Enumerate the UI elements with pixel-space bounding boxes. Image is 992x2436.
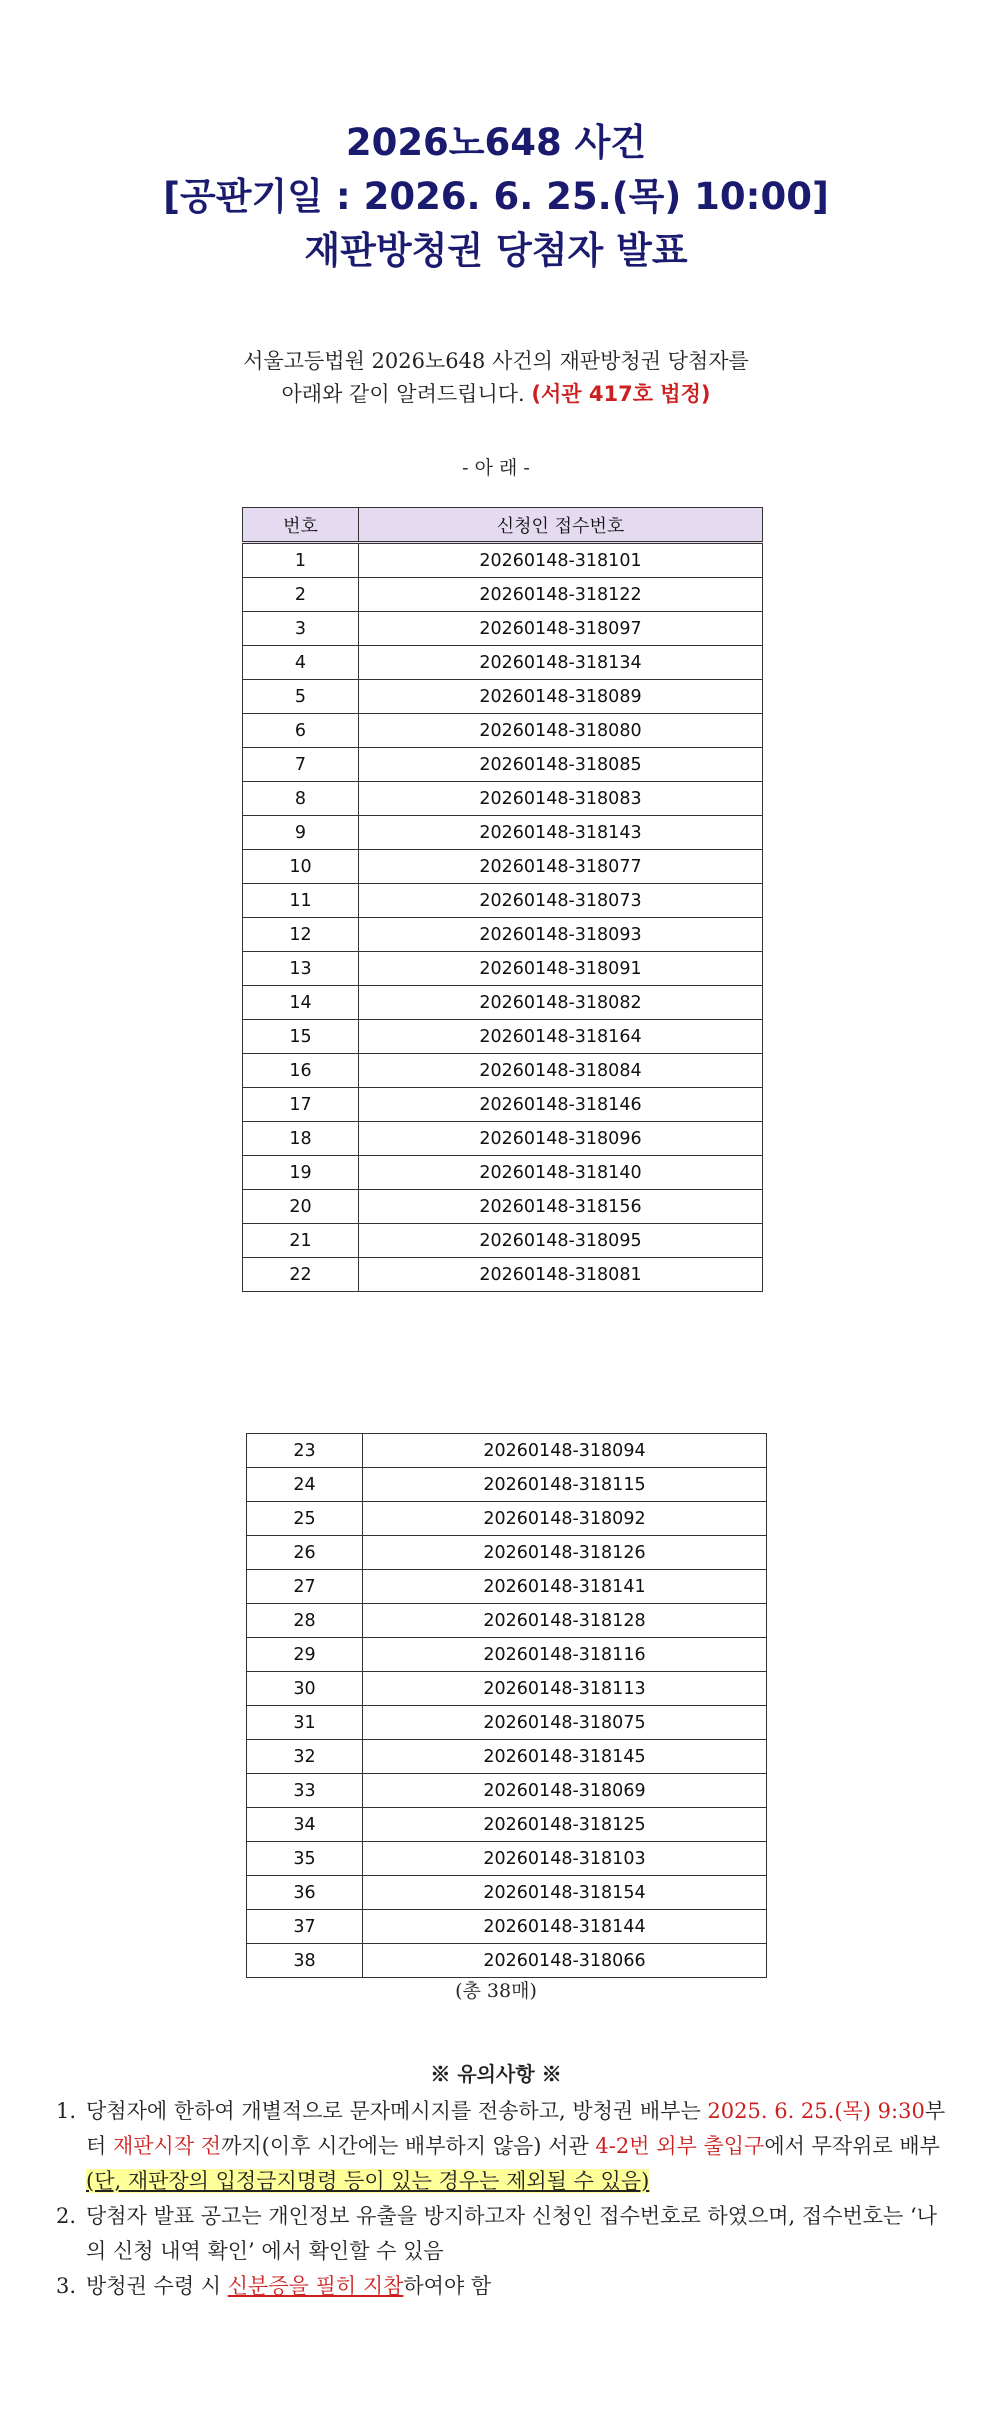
row-number: 17 [243, 1088, 359, 1122]
table-row [247, 1672, 767, 1706]
row-number: 6 [243, 714, 359, 748]
intro-line-1: 서울고등법원 2026노648 사건의 재판방청권 당첨자를 [243, 349, 749, 373]
table-row [247, 1604, 767, 1638]
table-row [243, 782, 763, 816]
table-row [247, 1842, 767, 1876]
table-row [243, 952, 763, 986]
row-number: 24 [247, 1468, 363, 1502]
row-number: 12 [243, 918, 359, 952]
receipt-number: 20260148-318082 [359, 986, 763, 1020]
receipt-number: 20260148-318080 [359, 714, 763, 748]
row-number: 36 [247, 1876, 363, 1910]
row-number: 29 [247, 1638, 363, 1672]
receipt-number: 20260148-318077 [359, 850, 763, 884]
intro-text [0, 345, 992, 411]
receipt-number: 20260148-318091 [359, 952, 763, 986]
note-1-text-c: 까지(이후 시간에는 배부하지 않음) 서관 [221, 2134, 596, 2158]
table-row [247, 1876, 767, 1910]
table-row [243, 1190, 763, 1224]
table-row [243, 1020, 763, 1054]
table-row [247, 1910, 767, 1944]
receipt-number: 20260148-318116 [363, 1638, 767, 1672]
receipt-number: 20260148-318069 [363, 1774, 767, 1808]
table-row [247, 1638, 767, 1672]
table-row [243, 1224, 763, 1258]
intro-line-2 [0, 378, 992, 411]
note-1-text-b: 부터 [86, 2099, 946, 2158]
table-row [243, 1122, 763, 1156]
notes-title: ※ 유의사항 ※ [430, 2062, 562, 2086]
receipt-number: 20260148-318122 [359, 578, 763, 612]
winners-table-1 [242, 507, 763, 1292]
row-number: 37 [247, 1910, 363, 1944]
note-1-exception: (단, 재판장의 입정금지명령 등이 있는 경우는 제외될 수 있음) [86, 2169, 650, 2193]
row-number: 27 [247, 1570, 363, 1604]
header-receipt-number: 신청인 접수번호 [359, 508, 763, 543]
receipt-number: 20260148-318097 [359, 612, 763, 646]
receipt-number: 20260148-318084 [359, 1054, 763, 1088]
table-row [243, 646, 763, 680]
table-row [243, 578, 763, 612]
table-row [243, 543, 763, 578]
table-row [243, 612, 763, 646]
note-1-exit: 4-2번 외부 출입구 [595, 2134, 765, 2158]
row-number: 5 [243, 680, 359, 714]
table-row [247, 1434, 767, 1468]
receipt-number: 20260148-318146 [359, 1088, 763, 1122]
intro-line-2-text: 아래와 같이 알려드립니다. [281, 382, 532, 406]
row-number: 18 [243, 1122, 359, 1156]
row-number: 2 [243, 578, 359, 612]
receipt-number: 20260148-318154 [363, 1876, 767, 1910]
table-row [247, 1468, 767, 1502]
receipt-number: 20260148-318145 [363, 1740, 767, 1774]
row-number: 31 [247, 1706, 363, 1740]
row-number: 28 [247, 1604, 363, 1638]
winners-table-2 [246, 1433, 767, 1978]
table-row [243, 1258, 763, 1292]
table-row [243, 1054, 763, 1088]
total-count: (총 38매) [455, 1980, 537, 2002]
table-row [247, 1570, 767, 1604]
receipt-number: 20260148-318125 [363, 1808, 767, 1842]
receipt-number: 20260148-318141 [363, 1570, 767, 1604]
receipt-number: 20260148-318092 [363, 1502, 767, 1536]
note-1-time: 재판시작 전 [112, 2134, 222, 2158]
row-number: 32 [247, 1740, 363, 1774]
trial-date: [공판기일 : 2026. 6. 25.(목) 10:00] [163, 175, 829, 218]
receipt-number: 20260148-318134 [359, 646, 763, 680]
row-number: 9 [243, 816, 359, 850]
receipt-number: 20260148-318156 [359, 1190, 763, 1224]
receipt-number: 20260148-318115 [363, 1468, 767, 1502]
receipt-number: 20260148-318140 [359, 1156, 763, 1190]
row-number: 21 [243, 1224, 359, 1258]
note-3-number: 3. [56, 2274, 77, 2298]
row-number: 1 [243, 543, 359, 578]
row-number: 10 [243, 850, 359, 884]
row-number: 15 [243, 1020, 359, 1054]
receipt-number: 20260148-318089 [359, 680, 763, 714]
table-row [247, 1808, 767, 1842]
table-row [247, 1502, 767, 1536]
row-number: 35 [247, 1842, 363, 1876]
receipt-number: 20260148-318113 [363, 1672, 767, 1706]
row-number: 23 [247, 1434, 363, 1468]
note-2 [56, 2199, 956, 2269]
receipt-number: 20260148-318075 [363, 1706, 767, 1740]
row-number: 4 [243, 646, 359, 680]
receipt-number: 20260148-318126 [363, 1536, 767, 1570]
row-number: 20 [243, 1190, 359, 1224]
receipt-number: 20260148-318096 [359, 1122, 763, 1156]
row-number: 30 [247, 1672, 363, 1706]
receipt-number: 20260148-318101 [359, 543, 763, 578]
receipt-number: 20260148-318143 [359, 816, 763, 850]
note-1-number: 1. [56, 2099, 77, 2123]
receipt-number: 20260148-318083 [359, 782, 763, 816]
row-number: 8 [243, 782, 359, 816]
table-row [247, 1774, 767, 1808]
receipt-number: 20260148-318085 [359, 748, 763, 782]
row-number: 11 [243, 884, 359, 918]
row-number: 16 [243, 1054, 359, 1088]
row-number: 13 [243, 952, 359, 986]
note-3 [56, 2269, 956, 2304]
receipt-number: 20260148-318144 [363, 1910, 767, 1944]
note-2-text: 당첨자 발표 공고는 개인정보 유출을 방지하고자 신청인 접수번호로 하였으며, 접수번호는 ‘나의 신청 내역 확인’ 에서 확인할 수 있음 [86, 2204, 937, 2263]
table-row [243, 986, 763, 1020]
receipt-number: 20260148-318081 [359, 1258, 763, 1292]
row-number: 38 [247, 1944, 363, 1978]
table-row [243, 714, 763, 748]
receipt-number: 20260148-318073 [359, 884, 763, 918]
receipt-number: 20260148-318164 [359, 1020, 763, 1054]
table-row [243, 918, 763, 952]
receipt-number: 20260148-318094 [363, 1434, 767, 1468]
table-row [247, 1740, 767, 1774]
note-1-text-a: 당첨자에 한하여 개별적으로 문자메시지를 전송하고, 방청권 배부는 [86, 2099, 708, 2123]
row-number: 7 [243, 748, 359, 782]
receipt-number: 20260148-318093 [359, 918, 763, 952]
receipt-number: 20260148-318128 [363, 1604, 767, 1638]
row-number: 25 [247, 1502, 363, 1536]
table-row [243, 680, 763, 714]
receipt-number: 20260148-318095 [359, 1224, 763, 1258]
table-header-row [243, 508, 763, 543]
table-row [243, 850, 763, 884]
note-3-text-a: 방청권 수령 시 [86, 2274, 228, 2298]
row-number: 19 [243, 1156, 359, 1190]
note-1-text-d: 에서 무작위로 배부 [764, 2134, 940, 2158]
table-row [243, 884, 763, 918]
note-2-number: 2. [56, 2204, 77, 2228]
header-number: 번호 [243, 508, 359, 543]
row-number: 3 [243, 612, 359, 646]
row-number: 14 [243, 986, 359, 1020]
section-label: - 아 래 - [462, 457, 530, 479]
row-number: 34 [247, 1808, 363, 1842]
table-row [247, 1706, 767, 1740]
receipt-number: 20260148-318103 [363, 1842, 767, 1876]
table-row [247, 1536, 767, 1570]
table-row [247, 1944, 767, 1978]
row-number: 26 [247, 1536, 363, 1570]
note-3-text-b: 하여야 함 [403, 2274, 492, 2298]
table-row [243, 1088, 763, 1122]
notes-list [56, 2094, 956, 2304]
row-number: 33 [247, 1774, 363, 1808]
case-title: 2026노648 사건 [345, 121, 647, 164]
table-row [243, 748, 763, 782]
courtroom-location: (서관 417호 법정) [531, 382, 711, 406]
table-row [243, 816, 763, 850]
receipt-number: 20260148-318066 [363, 1944, 767, 1978]
table-row [243, 1156, 763, 1190]
note-1-date: 2025. 6. 25.(목) 9:30 [707, 2099, 925, 2123]
announcement-title: 재판방청권 당첨자 발표 [304, 229, 688, 272]
row-number: 22 [243, 1258, 359, 1292]
note-1 [56, 2094, 956, 2199]
note-3-id-required: 신분증을 필히 지참 [227, 2274, 404, 2298]
